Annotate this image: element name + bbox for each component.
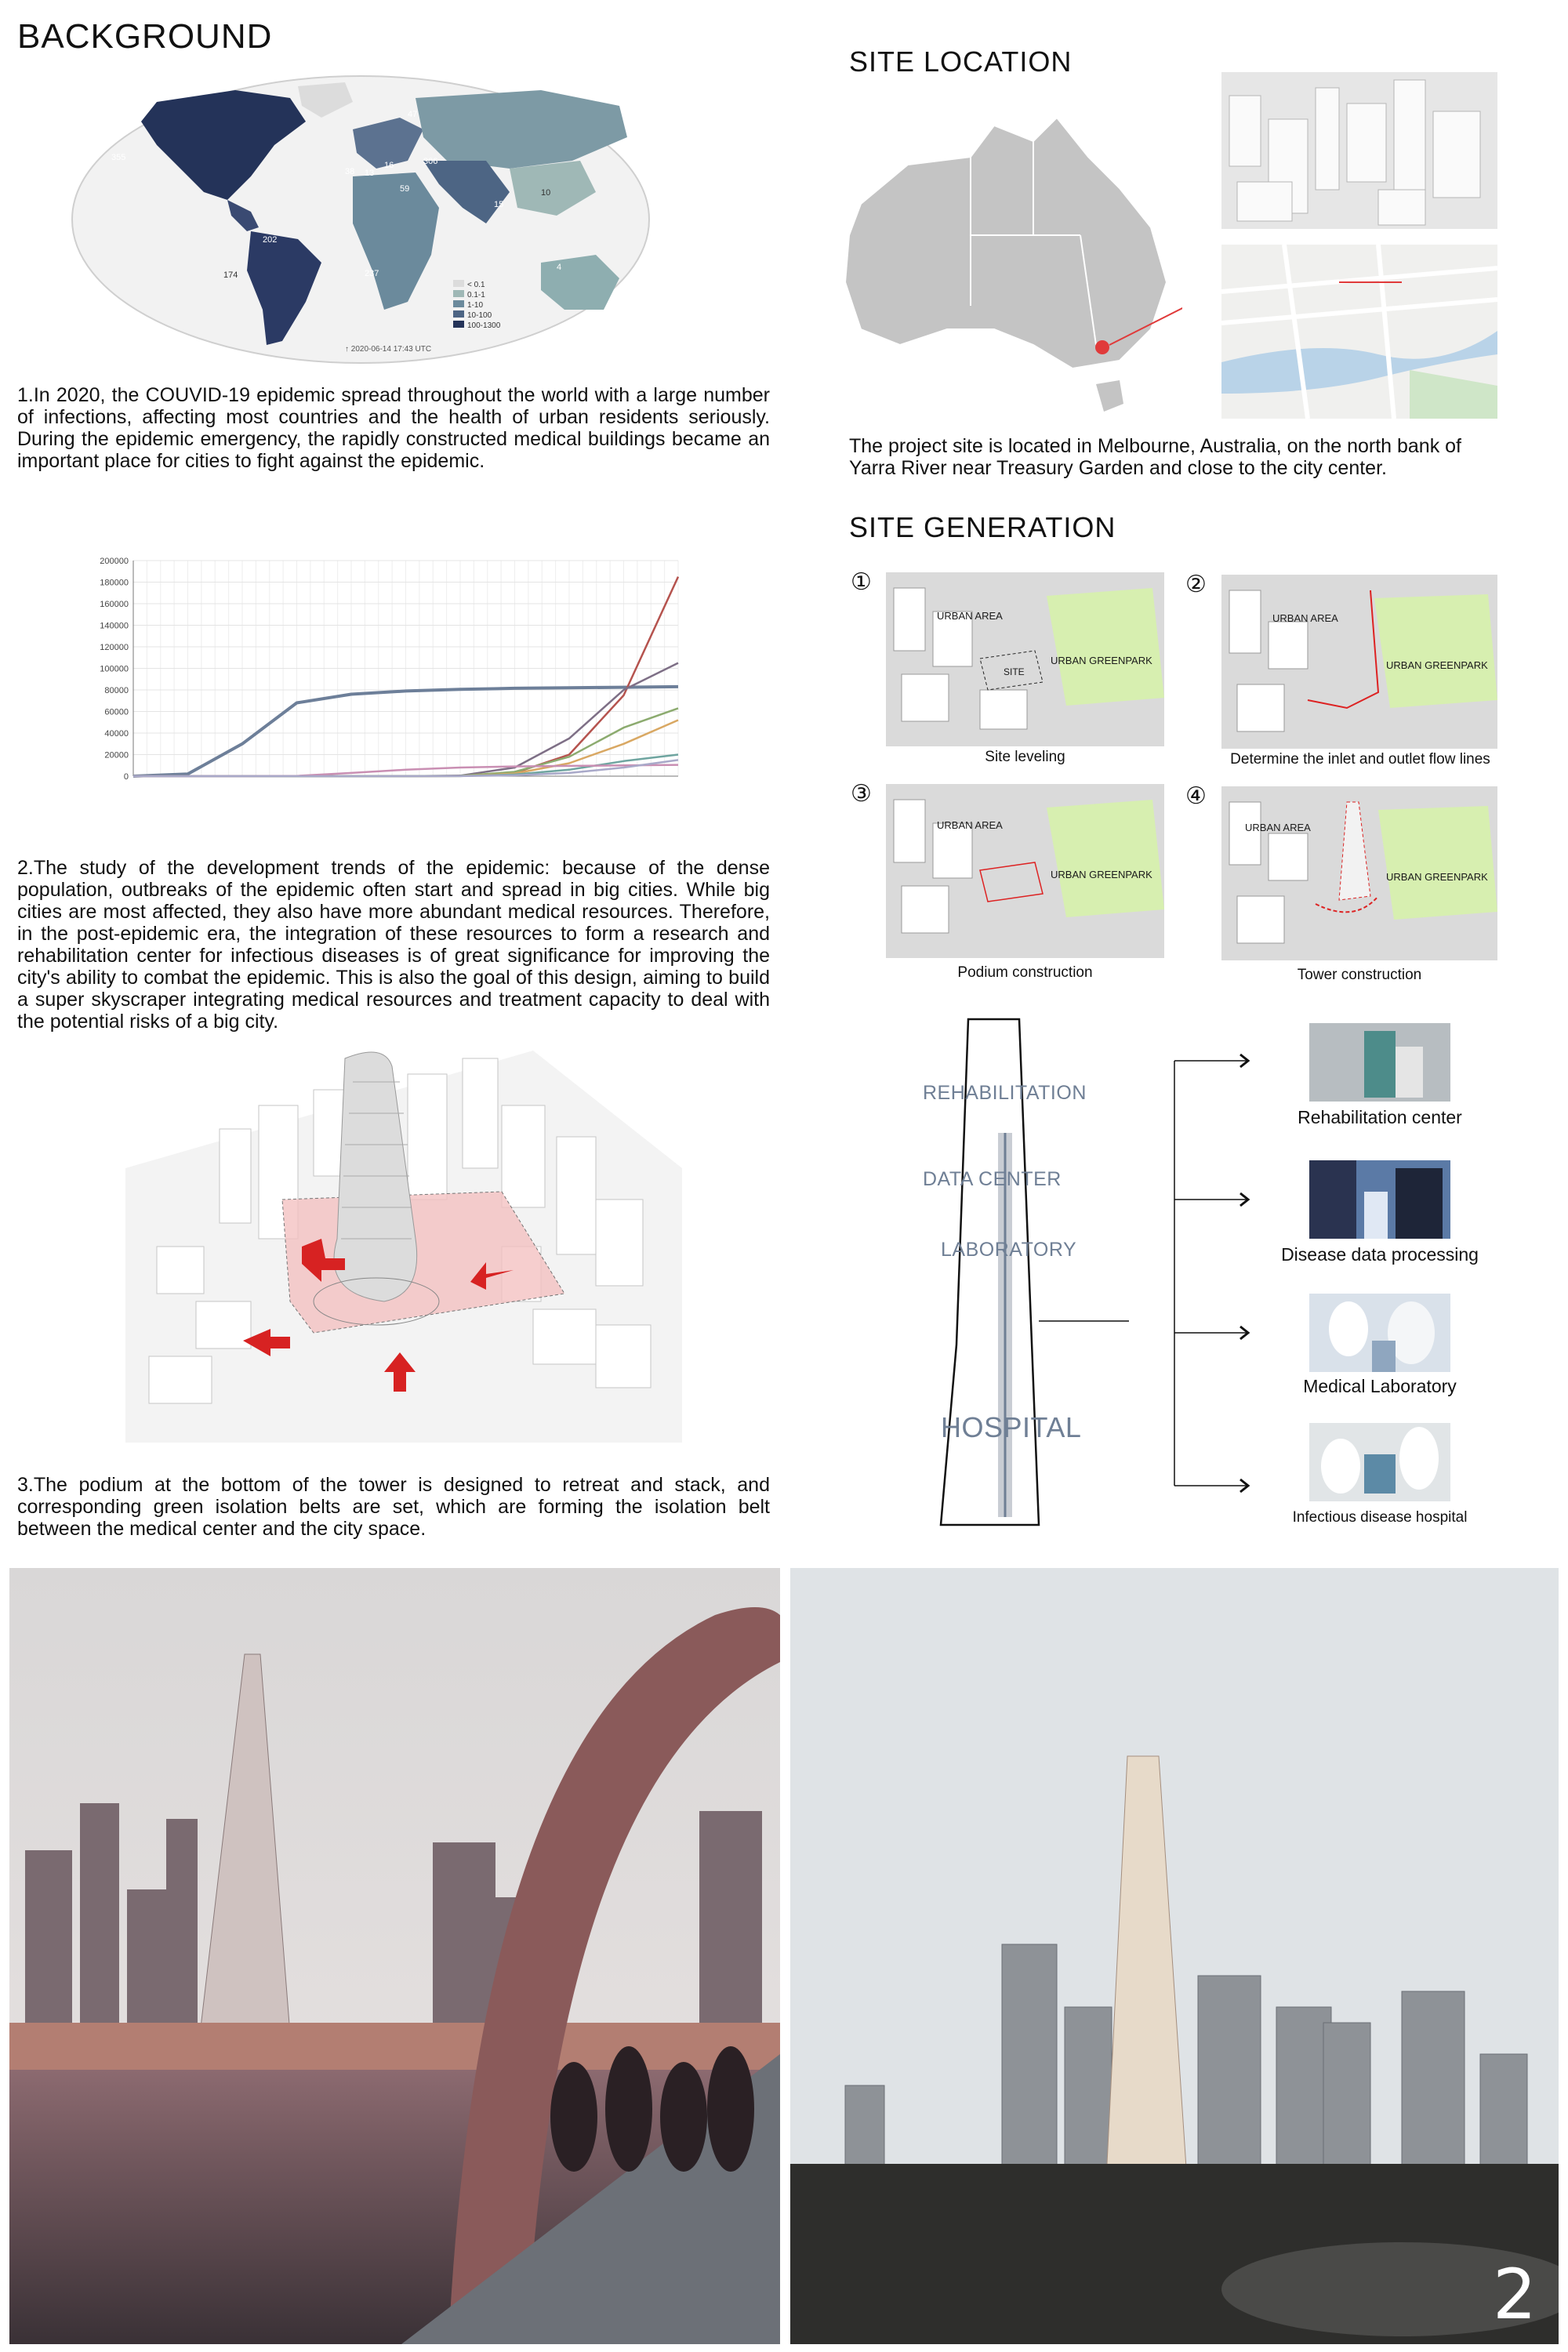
step-2-urban-label: URBAN AREA	[1272, 612, 1338, 624]
step-2-diagram	[1221, 575, 1497, 749]
background-paragraph-1: 1.In 2020, the COUVID-19 epidemic spread throughout the world with a large number of infections, affecting most countries and the health of urban residents seriously. During the epidemic emergency, the rapidly constructed medical buildings became an important place for cities to fight against the epidemic.	[17, 384, 770, 472]
map-label: 15	[494, 200, 504, 209]
map-timestamp: ↑ 2020-06-14 17:43 UTC	[345, 345, 432, 354]
chart-y-tick-label: 180000	[100, 578, 129, 588]
tower-podium-diagram	[125, 1043, 682, 1443]
chart-y-tick-label: 100000	[100, 664, 129, 674]
step-3-diagram	[886, 784, 1164, 958]
step-2-number: ②	[1185, 572, 1207, 597]
tower-label-hospital: HOSPITAL	[941, 1411, 1082, 1443]
map-label: 47	[408, 110, 418, 119]
city-aerial-view	[1221, 72, 1497, 229]
chart-y-tick-label: 200000	[100, 557, 129, 566]
tower-label-rehabilitation: REHABILITATION	[923, 1082, 1087, 1104]
map-label: 174	[223, 270, 238, 280]
tower-skyline-photo	[790, 1568, 1559, 2344]
step-1-number: ①	[851, 569, 872, 595]
chart-svg	[47, 549, 690, 800]
step-2-green-label: URBAN GREENPARK	[1386, 659, 1488, 671]
background-heading: BACKGROUND	[17, 17, 273, 56]
step-4-number: ④	[1185, 783, 1207, 809]
map-label: 4	[557, 263, 562, 272]
tower-label-data-center: DATA CENTER	[923, 1168, 1062, 1190]
chart-y-tick-label: 160000	[100, 600, 129, 609]
background-paragraph-2: 2.The study of the development trends of the epidemic: because of the dense population, outbreaks of the epidemic often start and spread in big cities. While big cities are most affected, they also have more abundant medical resources. Therefore, in the post-epidemic era, the integration of these resources to form a research and rehabilitation center for infectious diseases is of great significance for improving the city's ability to combat the epidemic. This is also the goal of this design, aiming to build a super skyscraper integrating medical resources and treatment capacity to deal with the potential risks of a big city.	[17, 857, 770, 1033]
step-2-caption: Determine the inlet and outlet flow lines	[1230, 751, 1490, 768]
step-1-diagram	[886, 572, 1164, 746]
function-label-data-processing: Disease data processing	[1281, 1244, 1479, 1265]
epidemic-trend-chart	[47, 549, 690, 800]
site-location-text: The project site is located in Melbourne, Australia, on the north bank of Yarra River near Treasury Garden and close to the city center.	[849, 435, 1462, 479]
map-label: 10	[541, 188, 551, 198]
map-label: 306	[423, 157, 438, 166]
site-location-heading: SITE LOCATION	[849, 45, 1073, 78]
rehabilitation-photo	[1309, 1023, 1450, 1102]
bridge-render-photo	[9, 1568, 780, 2344]
chart-y-tick-label: 60000	[104, 707, 129, 717]
step-4-urban-label: URBAN AREA	[1245, 822, 1311, 833]
data-processing-photo	[1309, 1160, 1450, 1239]
chart-y-tick-label: 140000	[100, 621, 129, 631]
step-4-caption: Tower construction	[1297, 967, 1422, 983]
step-4-diagram	[1221, 786, 1497, 960]
world-covid-map	[71, 74, 651, 365]
step-3-caption: Podium construction	[957, 964, 1093, 981]
map-label: 214	[102, 120, 117, 129]
hospital-photo	[1309, 1423, 1450, 1501]
map-label: 237	[365, 269, 379, 278]
australia-map	[837, 110, 1182, 423]
background-paragraph-3: 3.The podium at the bottom of the tower is designed to retreat and stack, and corresponding green isolation belts are set, which are forming the isolation belt between the medical center and the city space.	[17, 1474, 770, 1540]
step-1-urban-label: URBAN AREA	[937, 610, 1003, 622]
chart-y-tick-label: 80000	[104, 686, 129, 695]
map-label: 202	[263, 235, 278, 245]
function-label-hospital: Infectious disease hospital	[1292, 1509, 1468, 1526]
page-number: 2	[1493, 2254, 1537, 2335]
map-label: 16	[384, 161, 394, 170]
street-map	[1221, 245, 1497, 419]
laboratory-photo	[1309, 1294, 1450, 1372]
function-label-rehabilitation: Rehabilitation center	[1298, 1107, 1462, 1127]
chart-y-tick-label: 0	[123, 772, 129, 782]
site-generation-heading: SITE GENERATION	[849, 511, 1116, 543]
step-1-green-label: URBAN GREENPARK	[1051, 655, 1152, 666]
step-4-green-label: URBAN GREENPARK	[1386, 871, 1488, 883]
map-label: 59	[400, 184, 410, 194]
map-label: 13	[365, 169, 375, 178]
chart-y-tick-label: 40000	[104, 729, 129, 739]
chart-y-tick-label: 120000	[100, 643, 129, 652]
map-label: 355	[111, 153, 126, 162]
map-legend: < 0.1 0.1-1 1-10 10-100 100-1300	[453, 280, 500, 331]
step-3-urban-label: URBAN AREA	[937, 819, 1003, 831]
chart-y-tick-label: 20000	[104, 750, 129, 760]
function-label-laboratory: Medical Laboratory	[1303, 1376, 1457, 1396]
step-1-site-label: SITE	[1004, 666, 1025, 677]
step-1-caption: Site leveling	[985, 749, 1065, 765]
map-label: 38	[345, 167, 355, 176]
step-3-number: ③	[851, 781, 872, 807]
step-3-green-label: URBAN GREENPARK	[1051, 869, 1152, 880]
tower-label-laboratory: LABORATORY	[941, 1239, 1077, 1261]
